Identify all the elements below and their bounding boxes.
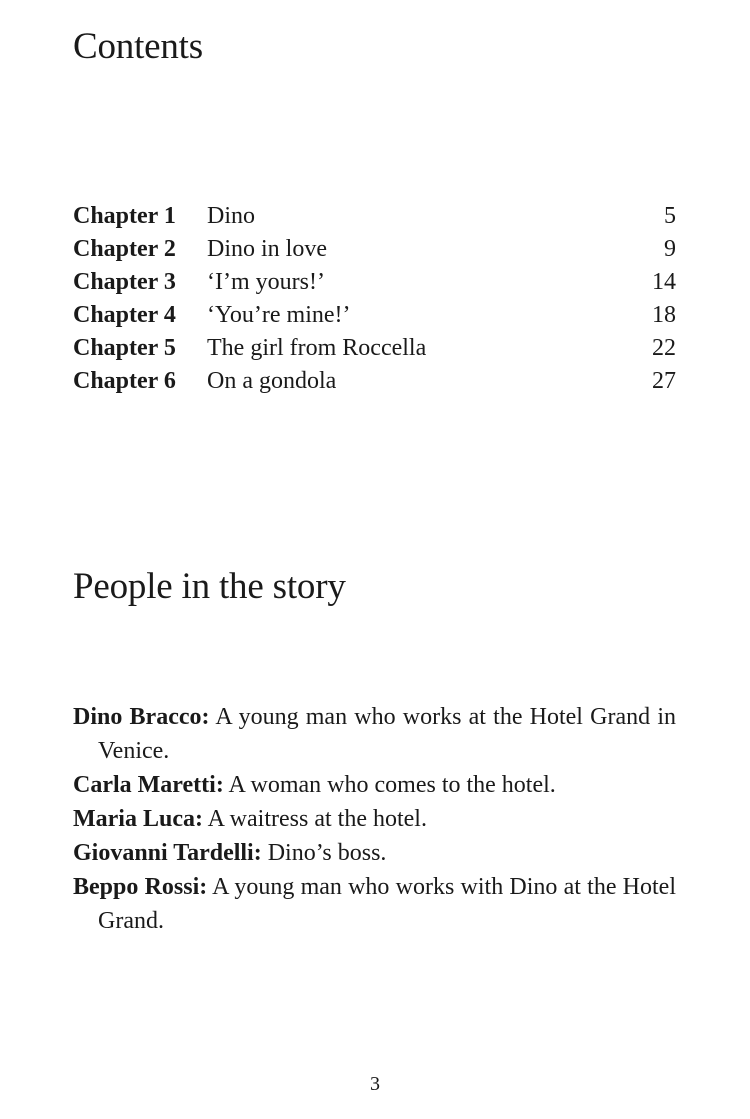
person-name: Carla Maretti:	[73, 772, 224, 798]
person-description: Dino’s boss.	[267, 840, 387, 866]
toc-page-number: 5	[664, 203, 676, 229]
table-of-contents	[73, 200, 676, 398]
person-entry	[73, 700, 676, 768]
person-name: Maria Luca:	[73, 806, 203, 832]
person-description: A waitress at the hotel.	[207, 806, 427, 832]
contents-title: Contents	[73, 26, 203, 67]
toc-row-chapter-6	[73, 365, 676, 398]
people-title: People in the story	[73, 566, 346, 607]
person-entry	[73, 802, 676, 836]
toc-page-number: 22	[652, 335, 676, 361]
people-list	[73, 700, 676, 938]
toc-chapter-label: Chapter 2	[73, 236, 176, 262]
toc-chapter-title: Dino in love	[207, 236, 327, 262]
toc-page-number: 9	[664, 236, 676, 262]
toc-chapter-title: The girl from Roccella	[207, 335, 427, 361]
person-name: Dino Bracco:	[73, 704, 210, 730]
person-name: Giovanni Tardelli:	[73, 840, 262, 866]
person-entry	[73, 836, 676, 870]
toc-chapter-label: Chapter 5	[73, 335, 176, 361]
person-description: A young man who works at the Hotel Grand in Venice.	[98, 704, 676, 764]
toc-row-chapter-5	[73, 332, 676, 365]
person-entry	[73, 870, 676, 938]
toc-row-chapter-3	[73, 266, 676, 299]
toc-chapter-title: Dino	[207, 203, 255, 229]
toc-chapter-label: Chapter 3	[73, 269, 176, 295]
person-description: A young man who works with Dino at the Hotel Grand.	[98, 874, 676, 934]
person-description: A woman who comes to the hotel.	[228, 772, 556, 798]
toc-chapter-title: ‘You’re mine!’	[207, 302, 351, 328]
toc-chapter-label: Chapter 6	[73, 368, 176, 394]
person-entry	[73, 768, 676, 802]
page-number: 3	[370, 1073, 380, 1095]
toc-page-number: 18	[652, 302, 676, 328]
toc-row-chapter-2	[73, 233, 676, 266]
toc-page-number: 14	[652, 269, 676, 295]
toc-chapter-title: On a gondola	[207, 368, 337, 394]
toc-chapter-label: Chapter 1	[73, 203, 176, 229]
toc-row-chapter-1	[73, 200, 676, 233]
person-name: Beppo Rossi:	[73, 874, 208, 900]
toc-page-number: 27	[652, 368, 676, 394]
toc-row-chapter-4	[73, 299, 676, 332]
toc-chapter-title: ‘I’m yours!’	[207, 269, 325, 295]
toc-chapter-label: Chapter 4	[73, 302, 176, 328]
